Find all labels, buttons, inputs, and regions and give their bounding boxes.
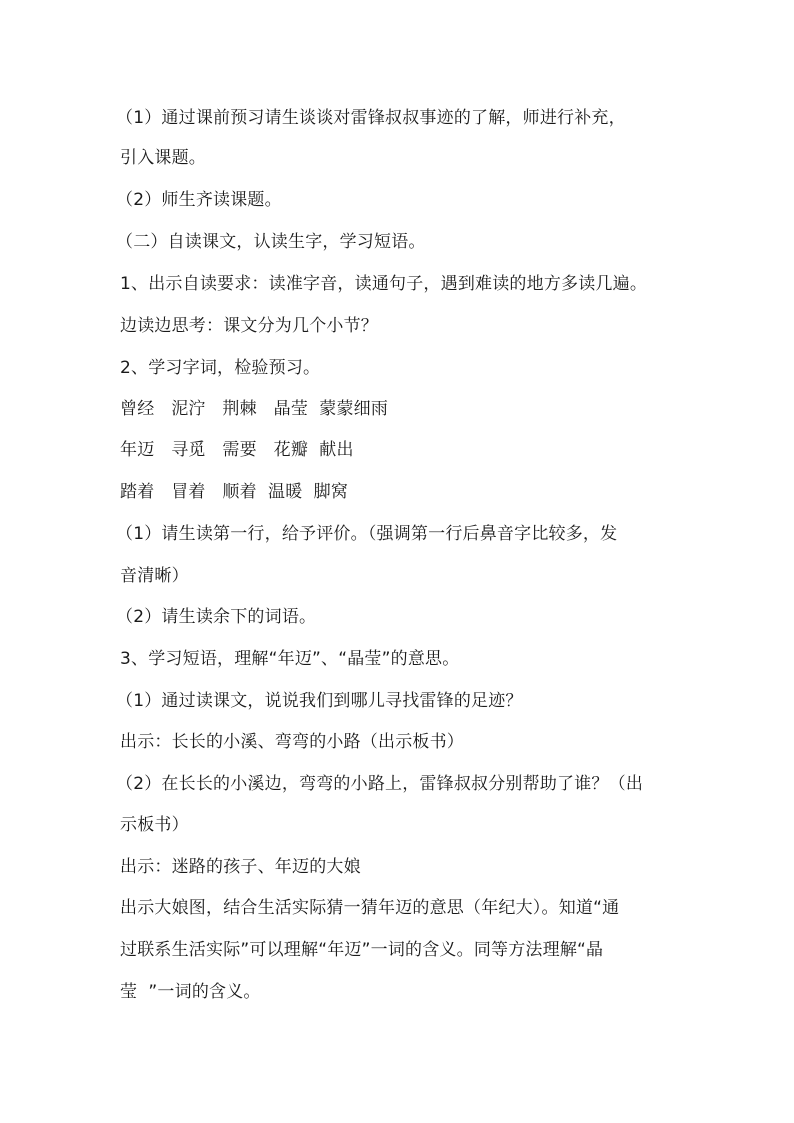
text-line: （2）师生齐读课题。 — [116, 190, 282, 210]
text-line: （1）通过读课文，说说我们到哪儿寻找雷锋的足迹？ — [116, 691, 523, 711]
text-line: （1）请生读第一行，给予评价。（强调第一行后鼻音字比较多，发 — [116, 524, 618, 544]
text-line: 过联系生活实际”可以理解“年迈”一词的含义。同等方法理解“晶 — [120, 940, 604, 960]
text-line: 2、学习字词，检验预习。 — [120, 358, 321, 378]
text-line: （2）请生读余下的词语。 — [116, 607, 317, 627]
word-row: 年迈 寻觅 需要 花瓣 献出 — [120, 440, 354, 460]
text-line: 出示大娘图，结合生活实际猜一猜年迈的意思（年纪大）。知道“通 — [120, 898, 620, 918]
text-line: （2）在长长的小溪边，弯弯的小路上，雷锋叔叔分别帮助了谁？（出 — [116, 774, 644, 794]
text-line: 出示：迷路的孩子、年迈的大娘 — [120, 857, 361, 877]
text-line: 3、学习短语，理解“年迈”、“晶莹”的意思。 — [120, 649, 460, 669]
text-line: 1、出示自读要求：读准字音，读通句子，遇到难读的地方多读几遍。 — [120, 274, 648, 294]
text-line: 音清晰） — [120, 566, 189, 586]
word-row: 踏着 冒着 顺着 温暖 脚窝 — [120, 482, 349, 502]
text-line: （1）通过课前预习请生谈谈对雷锋叔叔事迹的了解，师进行补充， — [116, 108, 626, 128]
text-line: 引入课题。 — [120, 148, 206, 168]
text-line: 出示：长长的小溪、弯弯的小路（出示板书） — [120, 732, 464, 752]
section-heading: （二）自读课文，认读生字，学习短语。 — [116, 232, 426, 252]
text-line: 示板书） — [120, 815, 189, 835]
text-line: 边读边思考：课文分为几个小节？ — [120, 316, 378, 336]
text-line: 莹 ”一词的含义。 — [120, 982, 261, 1002]
word-row: 曾经 泥泞 荆棘 晶莹 蒙蒙细雨 — [120, 399, 389, 419]
